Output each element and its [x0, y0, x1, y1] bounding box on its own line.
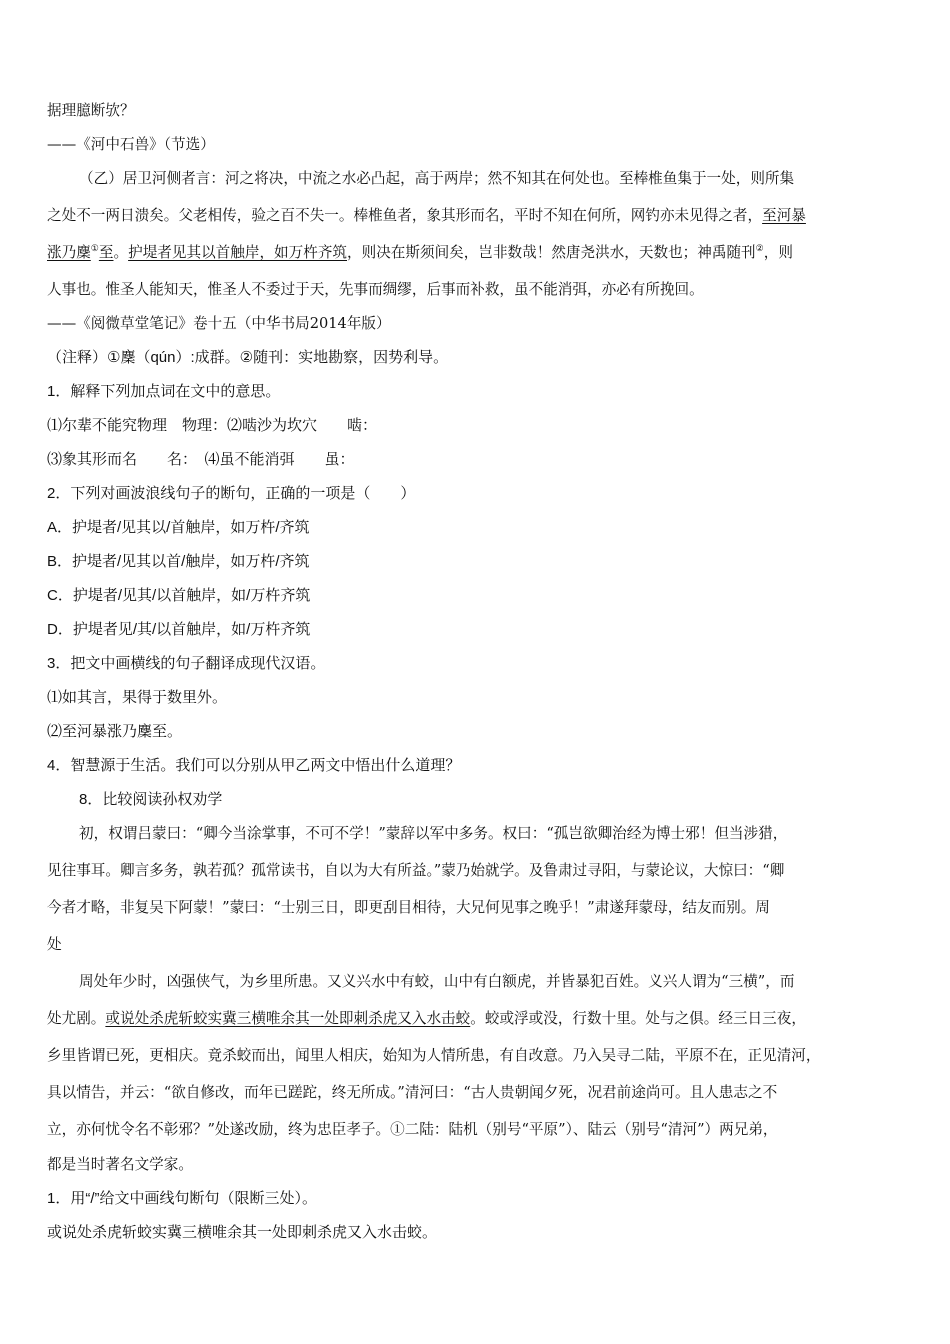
underlined-sentence: 至 — [98, 244, 114, 261]
passage-b-notes: （注释）①麇（qún）:成群。②随刊：实地勘察，因势利导。 — [47, 349, 449, 366]
text-span: 处尤剧。 — [47, 1010, 106, 1027]
footnote-mark: ② — [755, 244, 764, 255]
question-3-item-1: ⑴如其言，果得于数里外。 — [47, 689, 228, 706]
section-8-question-1: 1．用“/”给文中画线句断句（限断三处）。 — [47, 1190, 318, 1207]
passage-a-last-line: 据理臆断欤？ — [47, 102, 135, 119]
section-8-p2-line-2 — [47, 1009, 806, 1029]
question-2: 2．下列对画波浪线句子的断句，正确的一项是（ ） — [47, 485, 416, 502]
passage-b-line-2 — [47, 206, 806, 226]
section-8-p2-line-5: 立，亦何忧令名不彰邪？”处遂改励，终为忠臣孝子。①二陆：陆机（别号“平原”）、陆云（别号“清河”）两兄弟， — [47, 1121, 778, 1138]
passage-a-source: ——《河中石兽》（节选） — [47, 136, 215, 153]
question-2-option-b: B．护堤者/见其以首/触岸，如万杵/齐筑 — [47, 553, 310, 570]
section-8-heading: 8．比较阅读孙权劝学 — [79, 791, 223, 808]
footnote-mark: ① — [90, 244, 99, 255]
text-span: ，则 — [763, 244, 793, 261]
question-3: 3．把文中画横线的句子翻译成现代汉语。 — [47, 655, 326, 672]
question-4: 4．智慧源于生活。我们可以分别从甲乙两文中悟出什么道理？ — [47, 757, 461, 774]
text-span: ，则决在斯须间矣，岂非数哉！然唐尧洪水，天数也；神禹随刊 — [347, 244, 756, 261]
question-2-option-c: C．护堤者/见其/以首触岸，如/万杵齐筑 — [47, 587, 311, 604]
section-8-p1-line-3: 今者才略，非复吴下阿蒙！”蒙曰：“士别三日，即更刮目相待，大兄何见事之晚乎！”肃遂拜蒙母，结友而别。周 — [47, 899, 770, 916]
underlined-sentence: 涨乃麇 — [47, 244, 91, 261]
question-1-items-b: ⑶象其形而名 名： ⑷虽不能消弭 虽： — [47, 451, 355, 468]
question-2-option-d: D．护堤者见/其/以首触岸，如/万杵齐筑 — [47, 621, 311, 638]
section-8-question-1-text: 或说处杀虎斩蛟实冀三横唯余其一处即刺杀虎又入水击蛟。 — [47, 1224, 438, 1241]
question-1-items-a: ⑴尔辈不能究物理 物理：⑵啮沙为坎穴 啮： — [47, 417, 378, 434]
wavy-underlined-sentence: 护堤者见其以首触岸，如万杵齐筑 — [128, 244, 348, 261]
section-8-p2-line-4: 具以情告，并云：“欲自修改，而年已蹉跎，终无所成。”清河曰：“古人贵朝闻夕死，况君前途尚可。且人患志之不 — [47, 1084, 778, 1101]
section-8-p1-line-1: 初，权谓吕蒙曰：“卿今当涂掌事，不可不学！”蒙辞以军中多务。权曰：“孤岂欲卿治经为博士邪！但当涉猎， — [79, 825, 788, 842]
underlined-sentence: 至河暴 — [762, 207, 806, 224]
section-8-p1-line-4: 处 — [47, 936, 62, 953]
text-span: 之处不一两日溃矣。父老相传，验之百不失一。棒椎鱼者，象其形而名，平时不知在何所，网钓亦未见得之者， — [47, 207, 763, 224]
section-8-p2-line-3: 乡里皆谓已死，更相庆。竟杀蛟而出，闻里人相庆，始知为人情所患，有自改意。乃入吴寻二陆，平原不在，正见清河， — [47, 1047, 821, 1064]
question-3-item-2: ⑵至河暴涨乃麇至。 — [47, 723, 183, 740]
section-8-p2-line-6: 都是当时著名文学家。 — [47, 1156, 193, 1173]
section-8-p2-line-1: 周处年少时，凶强侠气，为乡里所患。又义兴水中有蛟，山中有白额虎，并皆暴犯百姓。义兴人谓为“三横”，而 — [79, 973, 795, 990]
passage-b-line-1: （乙）居卫河侧者言：河之将决，中流之水必凸起，高于两岸；然不知其在何处也。至棒椎鱼集于一处，则所集 — [79, 170, 795, 187]
text-span: 。 — [113, 244, 129, 261]
passage-b-line-3 — [47, 243, 793, 263]
underlined-sentence: 或说处杀虎斩蛟实冀三横唯余其一处即刺杀虎又入水击蛟 — [105, 1010, 471, 1027]
question-2-option-a: A．护堤者/见其以/首触岸，如万杵/齐筑 — [47, 519, 310, 536]
section-8-p1-line-2: 见往事耳。卿言多务，孰若孤？孤常读书，自以为大有所益。”蒙乃始就学。及鲁肃过寻阳，与蒙论议，大惊曰：“卿 — [47, 862, 785, 879]
passage-b-line-4: 人事也。惟圣人能知天，惟圣人不委过于天，先事而绸缪，后事而补救，虽不能消弭，亦必有所挽回。 — [47, 281, 704, 298]
text-span: 。蛟或浮或没，行数十里。处与之俱。经三日三夜， — [470, 1010, 806, 1027]
passage-b-source: ——《阅微草堂笔记》卷十五（中华书局2014年版） — [47, 315, 391, 332]
question-1: 1．解释下列加点词在文中的意思。 — [47, 383, 281, 400]
